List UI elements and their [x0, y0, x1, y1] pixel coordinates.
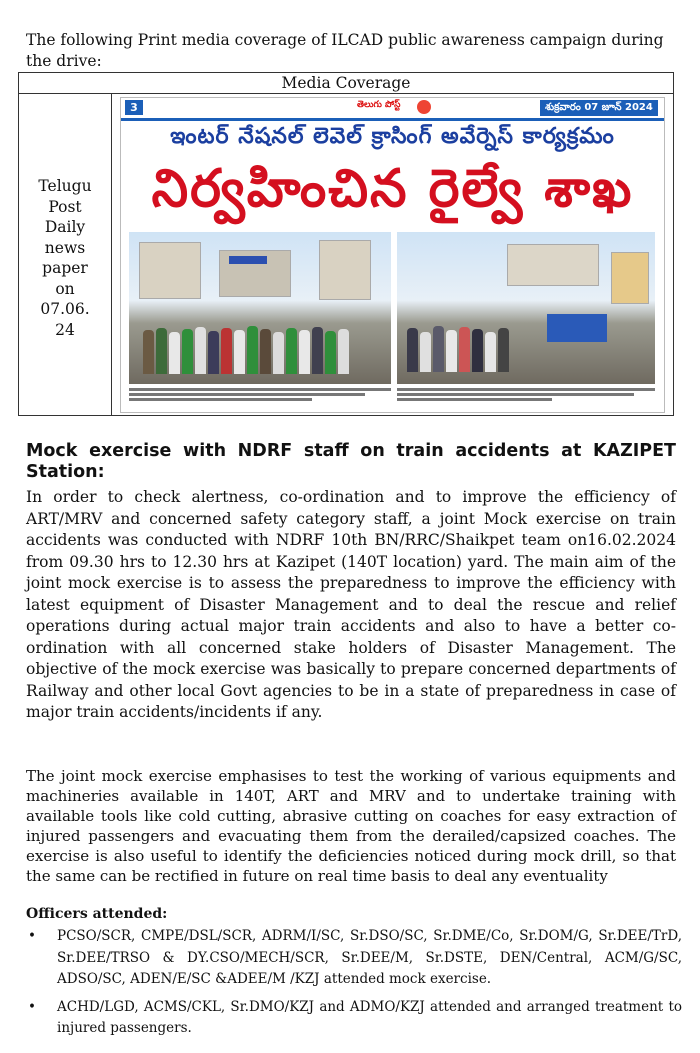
clipping-page-number: 3	[125, 100, 143, 115]
paper-line: paper	[42, 259, 88, 277]
section-title: Mock exercise with NDRF staff on train accidents at KAZIPET Station:	[26, 441, 676, 482]
paper-line: news	[44, 238, 86, 257]
bullet-icon: •	[28, 928, 36, 944]
newspaper-cell	[19, 94, 112, 416]
paper-line: Daily	[44, 218, 86, 236]
clipping-caption-right	[397, 386, 655, 408]
paragraph-ndrf-mock-exercise: In order to check alertness, co-ordination and to improve the efficiency of ART/MRV and concerned safety category staff, a joint Mock exercise on train accidents was conducted with NDRF 10th BN/RRC/Shaikpet team on16.02.2024 from 09.30 hrs to 12.30 hrs at Kazipet (140T location) yard. The main aim of the joint mock exercise is to assess the preparedness to improve the efficiency with latest equipment of Disaster Management and to deal the rescue and relief operations during actual major train accidents and also to have a better co-ordination with all concerned stake holders of Disaster Management. The objective of the mock exercise was basically to prepare concerned departments of Railway and other local Govt agencies to be in a state of preparedness in case of major train accidents/incidents if any.	[26, 488, 676, 721]
paragraph-exercise-emphasis: The joint mock exercise emphasises to test the working of various equipments and machineries available in 140T, ART and MRV and to undertake training with available tools like cold cutting, abrasive cutting on coaches for easy extraction of injured passengers and evacuating them from the derailed/capsized coaches. The exercise is also useful to identify the deficiencies noticed during mock drill, so that the same can be rectified in future on real time basis to deal any eventuality	[26, 767, 676, 885]
paper-line: Telugu	[38, 177, 92, 195]
clipping-cell	[112, 94, 674, 416]
clipping-photo-left	[129, 232, 391, 384]
intro-text: The following Print media coverage of ILCAD public awareness campaign during the drive:	[26, 30, 664, 70]
officers-list	[26, 926, 682, 1046]
paper-line: 24	[55, 320, 75, 339]
officers-text: PCSO/SCR, CMPE/DSL/SCR, ADRM/I/SC, Sr.DSO/SC, Sr.DME/Co, Sr.DOM/G, Sr.DEE/TrD, Sr.DEE/TRSO & DY.CSO/MECH/SCR, Sr.DEE/M, Sr.DSTE, DEN/Central, ACM/G/SC, ADSO/SC, ADEN/E/SC &ADEE/M /KZJ attended mock exercise.	[57, 928, 682, 987]
table-header: Media Coverage	[19, 73, 674, 94]
list-item	[26, 926, 682, 991]
paper-line: Post	[48, 197, 82, 216]
clipping-date: శుక్రవారం 07 జూన్ 2024	[540, 100, 658, 116]
clipping-photo-right	[397, 232, 655, 384]
paper-line: on	[55, 279, 75, 298]
clipping-kicker: ఇంటర్ నేషనల్ లెవెల్ క్రాసింగ్ అవేర్నెస్ కార్యక్రమం	[170, 124, 615, 149]
bullet-icon: •	[28, 998, 36, 1015]
officers-heading: Officers attended:	[26, 906, 168, 922]
newspaper-clipping-image	[120, 97, 665, 413]
masthead-logo-icon	[417, 100, 431, 114]
clipping-masthead: తెలుగు పోస్ట్	[357, 100, 401, 110]
media-coverage-table	[18, 72, 674, 416]
list-item	[26, 997, 682, 1040]
paper-line: 07.06.	[40, 300, 90, 318]
officers-text: ACHD/LGD, ACMS/CKL, Sr.DMO/KZJ and ADMO/KZJ attended and arranged treatment to injured passengers.	[57, 998, 682, 1036]
clipping-caption-left	[129, 386, 391, 408]
clipping-headline: నిర్వహించిన రైల్వే శాఖ	[151, 159, 634, 219]
